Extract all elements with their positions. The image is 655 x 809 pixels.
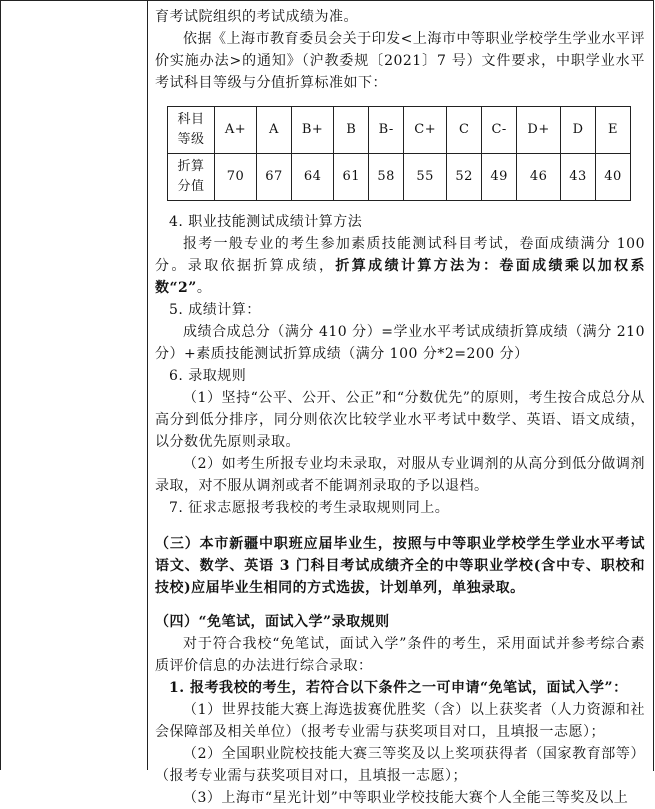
grade-cell: B- — [369, 107, 404, 154]
section-6-rule-1: （1）坚持“公平、公开、公正”和“分数优先”的原则，考生按合成总分从高分到低分排序，同分则依次比较学业水平考试中数学、英语、语文成绩，以分数优先原则录取。 — [155, 390, 645, 450]
grade-cell: C+ — [404, 107, 447, 154]
grade-row — [168, 107, 631, 154]
header-level: 等级 — [177, 132, 205, 147]
grade-cell: B+ — [291, 107, 333, 154]
grade-cell: D — [561, 107, 596, 154]
score-cell: 40 — [596, 154, 631, 201]
score-cell: 58 — [369, 154, 404, 201]
section-5-body: 成绩合成总分（满分 410 分）=学业水平考试成绩折算成绩（满分 210 分）+素质技能测试折算成绩（满分 100 分*2=200 分） — [155, 324, 645, 362]
section-four-title: （四）“免笔试，面试入学”录取规则 — [155, 614, 390, 630]
section-6-title: 6. 录取规则 — [169, 368, 247, 384]
section-4-body — [155, 233, 645, 299]
section-7: 7. 征求志愿报考我校的考生录取规则同上。 — [169, 500, 450, 516]
grade-cell: E — [596, 107, 631, 154]
score-cell: 46 — [517, 154, 561, 201]
document-content — [155, 6, 645, 809]
grade-cell: C — [447, 107, 482, 154]
column-divider — [147, 0, 148, 770]
header-convert: 折算 — [177, 159, 205, 174]
section-four-body: 对于符合我校“免笔试，面试入学”条件的考生，采用面试并参考综合素质评价信息的办法进行综合录取： — [155, 636, 645, 674]
section-three-xinjiang: （三）本市新疆中职班应届毕业生，按照与中等职业学校学生学业水平考试语文、数学、英语 3 门科目考试成绩齐全的中等职业学校(含中专、职校和技校)应届毕业生相同的方式选拔，计划单列，单独录取。 — [155, 536, 645, 596]
section-four-item-1: 1. 报考我校的考生，若符合以下条件之一可申请“免笔试，面试入学”： — [169, 680, 628, 696]
grade-cell: D+ — [517, 107, 561, 154]
left-border — [0, 0, 1, 770]
grade-cell: A — [256, 107, 291, 154]
score-row-header — [168, 154, 215, 201]
grade-row-header — [168, 107, 215, 154]
section-6-rule-2: （2）如考生所报专业均未录取，对服从专业调剂的从高分到低分做调剂录取，对不服从调剂或者不能调剂录取的予以退档。 — [155, 456, 645, 494]
spacer — [155, 519, 645, 533]
condition-1: （1）世界技能大赛上海选拔赛优胜奖（含）以上获奖者（人力资源和社会保障部及相关单位）（报考专业需与获奖项目对口，且填报一志愿）； — [155, 702, 645, 740]
section-4-formula: 折算成绩计算方法为：卷面成绩乘以加权系数“2” — [155, 258, 646, 296]
score-cell: 67 — [256, 154, 291, 201]
score-row — [168, 154, 631, 201]
section-4-title: 4. 职业技能测试成绩计算方法 — [169, 214, 363, 230]
section-4-end: 。 — [196, 280, 212, 296]
section-5-title: 5. 成绩计算： — [169, 302, 261, 318]
score-cell: 52 — [447, 154, 482, 201]
score-cell: 64 — [291, 154, 333, 201]
score-cell: 43 — [561, 154, 596, 201]
spacer — [155, 599, 645, 611]
grade-cell: B — [334, 107, 369, 154]
grade-cell: C- — [482, 107, 517, 154]
header-subject: 科目 — [177, 112, 205, 127]
score-cell: 49 — [482, 154, 517, 201]
paragraph-exam-result: 育考试院组织的考试成绩为准。 — [155, 9, 358, 25]
header-value: 分值 — [177, 179, 205, 194]
paragraph-policy-basis: 依据《上海市教育委员会关于印发<上海市中等职业学校学生学业水平评价实施办法>的通知》（沪教委规〔2021〕7 号）文件要求，中职学业水平考试科目等级与分值折算标准如下： — [155, 31, 645, 91]
grade-score-table — [167, 106, 631, 201]
condition-3: （3）上海市“星光计划”中等职业学校技能大赛个人全能三等奖及以上 — [183, 790, 629, 806]
score-cell: 70 — [215, 154, 257, 201]
grade-cell: A+ — [215, 107, 257, 154]
condition-2: （2）全国职业院校技能大赛三等奖及以上奖项获得者（国家教育部等）（报考专业需与获奖项目对口，且填报一志愿）； — [155, 746, 645, 784]
section-4-text: 报考一般专业的考生参加素质技能测试科目考试，卷面成绩满分 100 分。录取依据折算成绩， — [155, 236, 645, 274]
score-cell: 61 — [334, 154, 369, 201]
score-cell: 55 — [404, 154, 447, 201]
